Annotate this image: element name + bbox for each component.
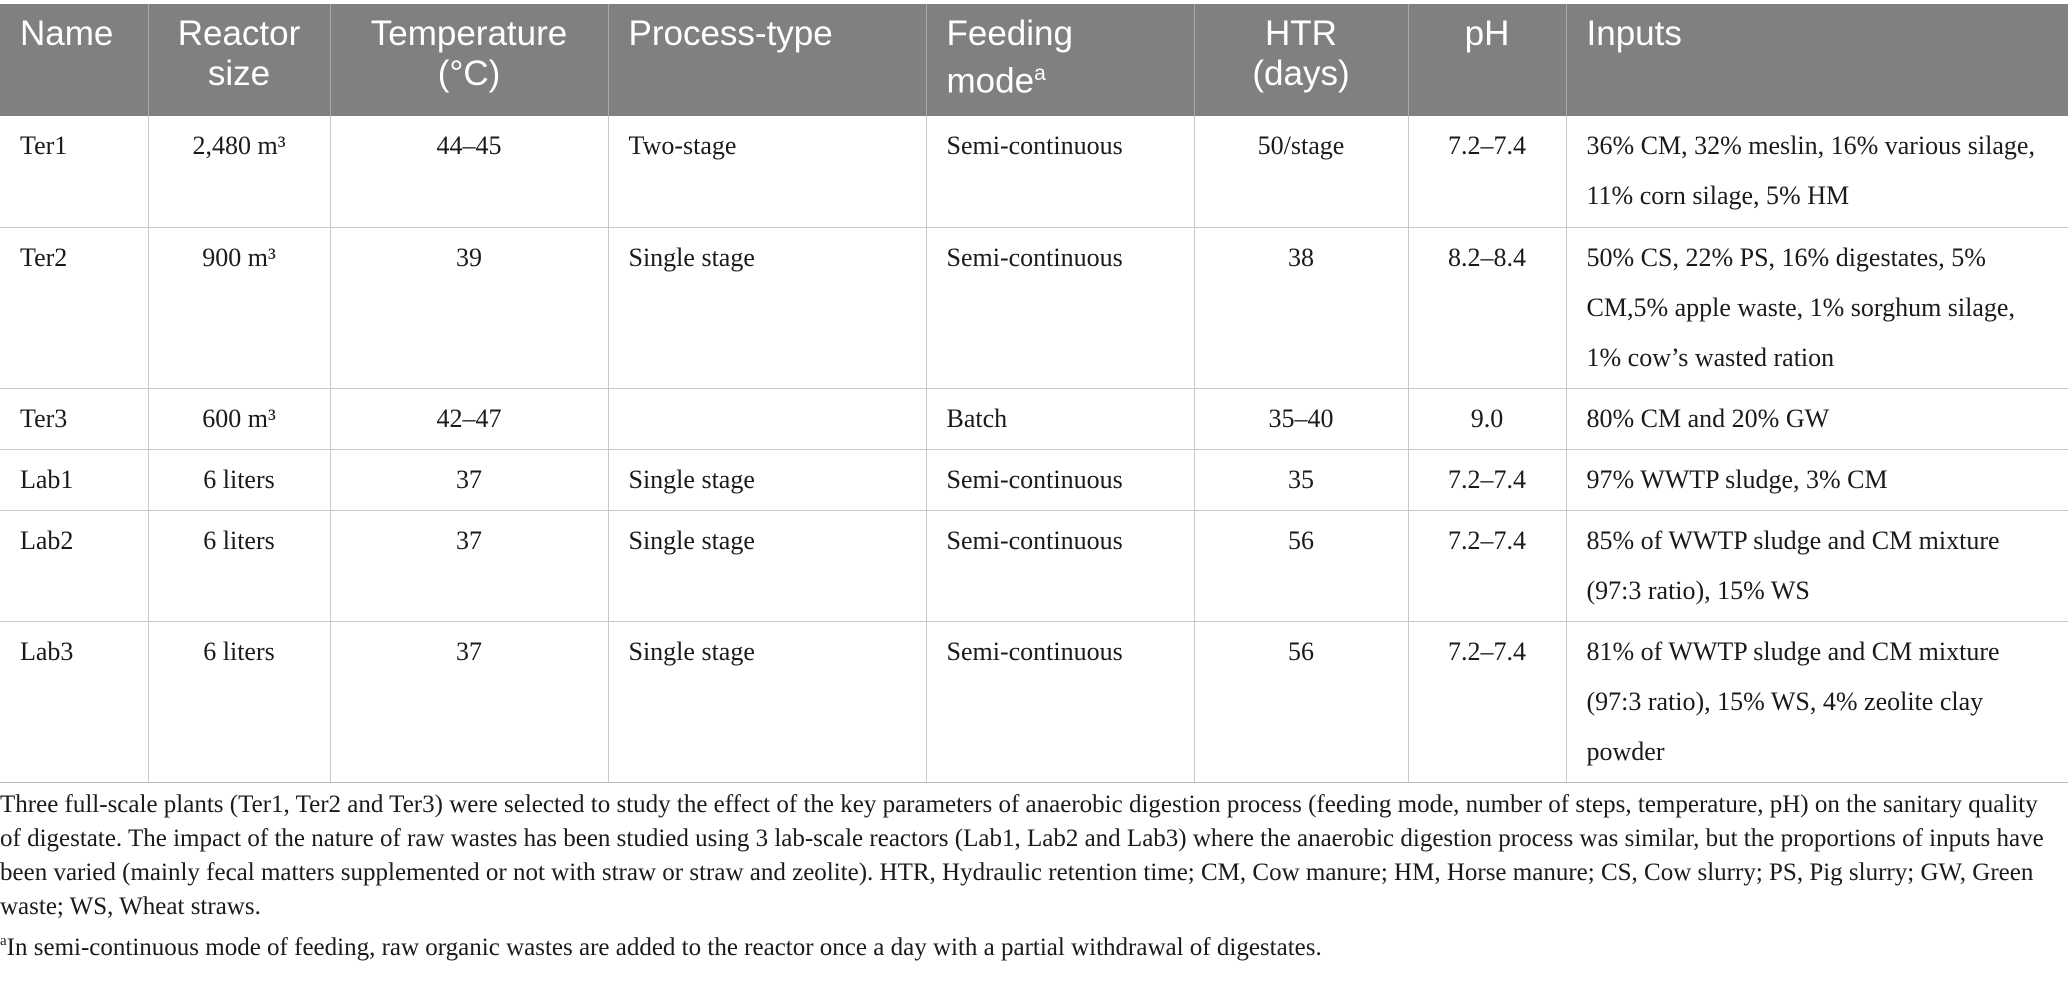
cell-temperature: 42–47 (330, 388, 608, 449)
cell-reactor-size: 6 liters (148, 621, 330, 782)
cell-name: Ter1 (0, 116, 148, 227)
header-reactor-size-line1: Reactor (177, 14, 301, 53)
table-row (0, 116, 2068, 227)
header-feeding-mode-line1: Feeding (946, 14, 1073, 53)
header-inputs-text: Inputs (1586, 14, 1682, 53)
cell-reactor-size: 6 liters (148, 510, 330, 621)
cell-temperature: 37 (330, 621, 608, 782)
cell-process-type: Single stage (608, 510, 926, 621)
cell-inputs: 36% CM, 32% meslin, 16% various silage, 11% corn silage, 5% HM (1566, 116, 2068, 227)
cell-process-type: Single stage (608, 621, 926, 782)
data-table-container (0, 4, 2068, 783)
cell-reactor-size: 900 m³ (148, 227, 330, 388)
cell-htr: 56 (1194, 621, 1408, 782)
header-process-type (608, 4, 926, 116)
header-row (0, 4, 2068, 116)
cell-htr: 35 (1194, 449, 1408, 510)
cell-ph: 8.2–8.4 (1408, 227, 1566, 388)
cell-temperature: 37 (330, 449, 608, 510)
cell-htr: 38 (1194, 227, 1408, 388)
header-htr (1194, 4, 1408, 116)
cell-ph: 7.2–7.4 (1408, 116, 1566, 227)
header-ph-text: pH (1464, 14, 1510, 53)
cell-name: Lab3 (0, 621, 148, 782)
header-feeding-mode-footnote-mark: a (1034, 62, 1046, 85)
header-temperature-line1: Temperature (370, 14, 568, 53)
cell-ph: 7.2–7.4 (1408, 510, 1566, 621)
cell-name: Ter3 (0, 388, 148, 449)
cell-reactor-size: 600 m³ (148, 388, 330, 449)
table-description: Three full-scale plants (Ter1, Ter2 and Ter3) were selected to study the effect of the key parameters of anaerobic digestion process (feeding mode, number of steps, temperature, pH) on the sanitary quality of digestate. The impact of the nature of raw wastes has been studied using 3 lab-scale reactors (Lab1, Lab2 and Lab3) where the anaerobic digestion process was similar, but the proportions of inputs have been varied (mainly fecal matters supplemented or not with straw or straw and zeolite). HTR, Hydraulic retention time; CM, Cow manure; HM, Horse manure; CS, Cow slurry; PS, Pig slurry; GW, Green waste; WS, Wheat straws. (0, 791, 2044, 920)
reactor-table (0, 4, 2068, 783)
cell-feeding-mode: Semi-continuous (926, 227, 1194, 388)
cell-temperature: 39 (330, 227, 608, 388)
table-row (0, 227, 2068, 388)
cell-process-type: Two-stage (608, 116, 926, 227)
cell-inputs: 80% CM and 20% GW (1566, 388, 2068, 449)
cell-feeding-mode: Semi-continuous (926, 449, 1194, 510)
cell-inputs: 81% of WWTP sludge and CM mixture (97:3 ratio), 15% WS, 4% zeolite clay powder (1566, 621, 2068, 782)
footnote-mark: a (0, 933, 7, 949)
table-footnote (0, 924, 2060, 965)
cell-ph: 7.2–7.4 (1408, 449, 1566, 510)
cell-temperature: 44–45 (330, 116, 608, 227)
header-name (0, 4, 148, 116)
header-reactor-size-line2: size (207, 54, 271, 93)
cell-htr: 35–40 (1194, 388, 1408, 449)
cell-name: Lab2 (0, 510, 148, 621)
header-process-type-text: Process-type (628, 14, 833, 53)
cell-feeding-mode: Semi-continuous (926, 621, 1194, 782)
cell-ph: 9.0 (1408, 388, 1566, 449)
table-body (0, 116, 2068, 782)
cell-ph: 7.2–7.4 (1408, 621, 1566, 782)
cell-temperature: 37 (330, 510, 608, 621)
header-feeding-mode (926, 4, 1194, 116)
table-header (0, 4, 2068, 116)
header-feeding-mode-line2: mode (946, 61, 1035, 101)
cell-inputs: 50% CS, 22% PS, 16% digestates, 5% CM,5% apple waste, 1% sorghum silage, 1% cow’s wasted ration (1566, 227, 2068, 388)
cell-feeding-mode: Semi-continuous (926, 510, 1194, 621)
cell-feeding-mode: Batch (926, 388, 1194, 449)
header-inputs (1566, 4, 2068, 116)
cell-name: Ter2 (0, 227, 148, 388)
cell-process-type (608, 388, 926, 449)
cell-name: Lab1 (0, 449, 148, 510)
cell-inputs: 85% of WWTP sludge and CM mixture (97:3 ratio), 15% WS (1566, 510, 2068, 621)
cell-inputs: 97% WWTP sludge, 3% CM (1566, 449, 2068, 510)
header-temperature-line2: (°C) (437, 54, 501, 93)
table-row (0, 388, 2068, 449)
footnote-text: In semi-continuous mode of feeding, raw organic wastes are added to the reactor once a day with a partial withdrawal of digestates. (6, 934, 1322, 961)
cell-feeding-mode: Semi-continuous (926, 116, 1194, 227)
header-htr-line1: HTR (1265, 14, 1337, 53)
header-name-text: Name (20, 14, 114, 53)
header-reactor-size (148, 4, 330, 116)
cell-reactor-size: 2,480 m³ (148, 116, 330, 227)
cell-process-type: Single stage (608, 449, 926, 510)
cell-reactor-size: 6 liters (148, 449, 330, 510)
header-temperature (330, 4, 608, 116)
header-htr-line2: (days) (1252, 54, 1350, 93)
table-row (0, 510, 2068, 621)
table-notes (0, 788, 2060, 965)
header-ph (1408, 4, 1566, 116)
table-row (0, 621, 2068, 782)
table-row (0, 449, 2068, 510)
cell-htr: 56 (1194, 510, 1408, 621)
cell-process-type: Single stage (608, 227, 926, 388)
cell-htr: 50/stage (1194, 116, 1408, 227)
